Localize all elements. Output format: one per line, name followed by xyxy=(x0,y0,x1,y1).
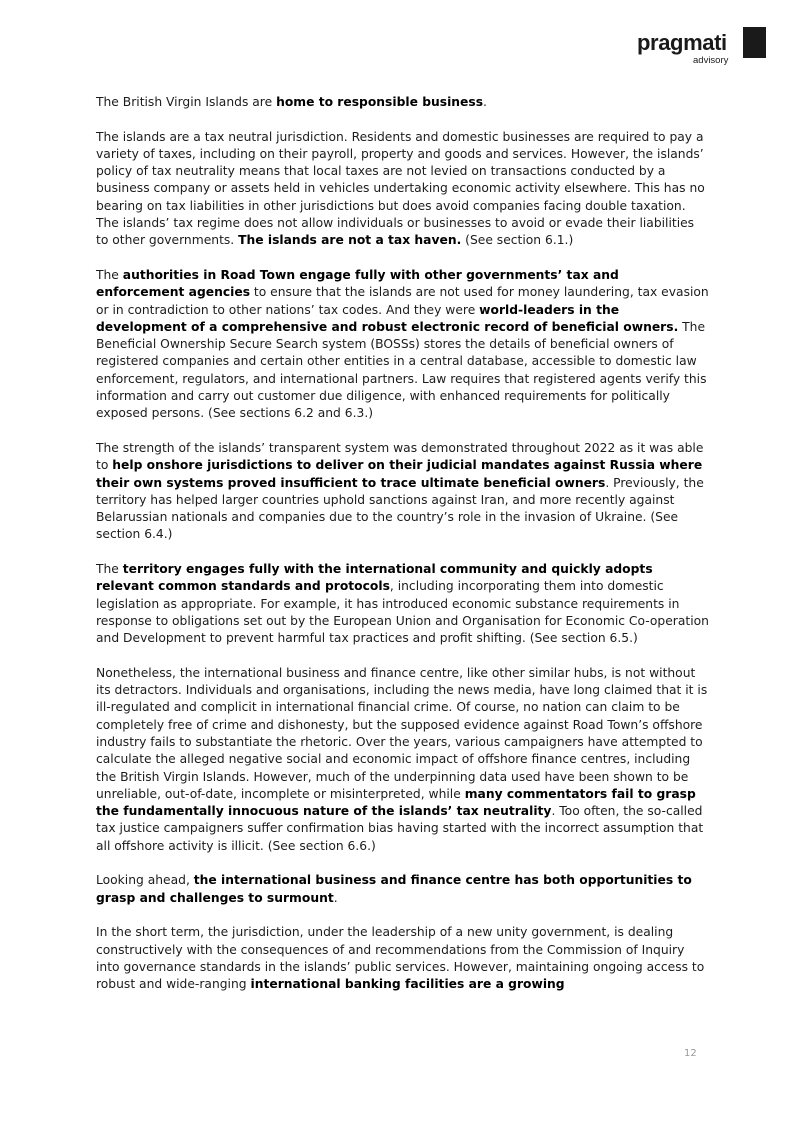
body-paragraph xyxy=(96,267,710,423)
paragraph-text: Looking ahead, xyxy=(96,873,194,888)
emphasis-text: help onshore jurisdictions to deliver on their judicial mandates against Russia where their own systems proved insufficient to trace ultimate beneficial owners xyxy=(96,458,703,490)
emphasis-text: authorities in Road Town engage fully with other governments’ tax and enforcement agencies xyxy=(96,267,619,300)
emphasis-text: many commentators fail to grasp the fundamentally innocuous nature of the islands’ tax neutrality xyxy=(96,786,696,819)
paragraph-text: . Previously, the territory has helped larger countries uphold sanctions against Iran, and more recently against Belarussian nationals and companies due to the country’s role in the invasion of Ukraine. (See section 6.4.) xyxy=(96,475,704,542)
document-body xyxy=(96,94,710,1011)
body-paragraph xyxy=(96,872,710,907)
paragraph-text: , including incorporating them into domestic legislation as appropriate. For example, it has introduced economic substance requirements in response to obligations set out by the European Union and Organisation for Economic Co-operation and Development to prevent harmful tax practices and profit shifting. (See section 6.5.) xyxy=(96,579,709,646)
paragraph-text: The Beneficial Ownership Secure Search system (BOSSs) stores the details of beneficial owners of registered companies and certain other entities in a central database, accessible to domestic law enforcement, regulators, and international partners. Law requires that registered agents verify this information and carry out customer due diligence, with enhanced requirements for politically exposed persons. (See sections 6.2 and 6.3.) xyxy=(96,319,707,421)
paragraph-text: . xyxy=(333,890,338,905)
emphasis-text: the international business and finance centre has both opportunities to grasp and challenges to surmount xyxy=(96,873,692,905)
page-number: 12 xyxy=(684,1048,697,1059)
body-paragraph xyxy=(96,94,710,111)
emphasis-text: territory engages fully with the international community and quickly adopts relevant common standards and protocols xyxy=(96,562,653,594)
paragraph-text: . Too often, the so-called tax justice campaigners suffer confirmation bias having started with the incorrect assumption that all offshore activity is illicit. (See section 6.6.) xyxy=(96,804,704,853)
paragraph-text: (See section 6.1.) xyxy=(461,233,574,248)
logo-wordmark xyxy=(637,31,739,55)
body-paragraph xyxy=(96,440,710,544)
paragraph-text: . xyxy=(483,95,487,109)
logo-word-x: x xyxy=(726,30,739,55)
emphasis-text: The islands are not a tax haven. xyxy=(238,233,462,248)
body-paragraph xyxy=(96,665,710,855)
paragraph-text: The British Virgin Islands are xyxy=(96,95,277,109)
paragraph-text: The strength of the islands’ transparent system was demonstrated throughout 2022 as it was able to xyxy=(96,440,704,473)
logo-word-main: pragmati xyxy=(637,30,727,55)
logo-subtitle: advisory xyxy=(693,55,729,66)
paragraph-text: The islands are a tax neutral jurisdiction. Residents and domestic businesses are required to pay a variety of taxes, including on their payroll, property and goods and services. However, the islands’ policy of tax neutrality means that local taxes are not levied on transactions conducted by a business company or assets held in vehicles undertaking economic activity elsewhere. This has no bearing on tax liabilities in other jurisdictions but does avoid companies facing double taxation. The islands’ tax regime does not allow individuals or businesses to avoid or evade their liabilities to other governments. xyxy=(96,129,705,248)
body-paragraph xyxy=(96,129,710,250)
logo-square-mark xyxy=(743,27,766,58)
body-paragraph xyxy=(96,561,710,647)
paragraph-text: The xyxy=(96,562,123,577)
emphasis-text: international banking facilities are a growing xyxy=(250,977,565,992)
paragraph-text: In the short term, the jurisdiction, under the leadership of a new unity government, is dealing constructively with the consequences of and recommendations from the Commission of Inquiry into governance standards in the islands’ public services. However, maintaining ongoing access to robust and wide-ranging xyxy=(96,925,705,992)
paragraph-text: to ensure that the islands are not used for money laundering, tax evasion or in contradiction to other nations’ tax codes. And they were xyxy=(96,285,709,317)
emphasis-text: world-leaders in the development of a comprehensive and robust electronic record of beneficial owners. xyxy=(96,302,679,334)
paragraph-text: The xyxy=(96,267,123,282)
paragraph-text: Nonetheless, the international business and finance centre, like other similar hubs, is not without its detractors. Individuals and organisations, including the news media, have long claimed that it is ill-regulated and complicit in international financial crime. Of course, no nation can claim to be completely free of crime and dishonesty, but the supposed evidence against Road Town’s offshore industry fails to substantiate the rhetoric. Over the years, various campaigners have attempted to calculate the alleged negative social and economic impact of offshore finance centres, including the British Virgin Islands. However, much of the underpinning data used have been shown to be unreliable, out-of-date, incomplete or misinterpreted, while xyxy=(96,665,708,801)
pragmatix-logo xyxy=(637,27,767,71)
emphasis-text: home to responsible business xyxy=(276,95,484,109)
body-paragraph xyxy=(96,924,710,993)
